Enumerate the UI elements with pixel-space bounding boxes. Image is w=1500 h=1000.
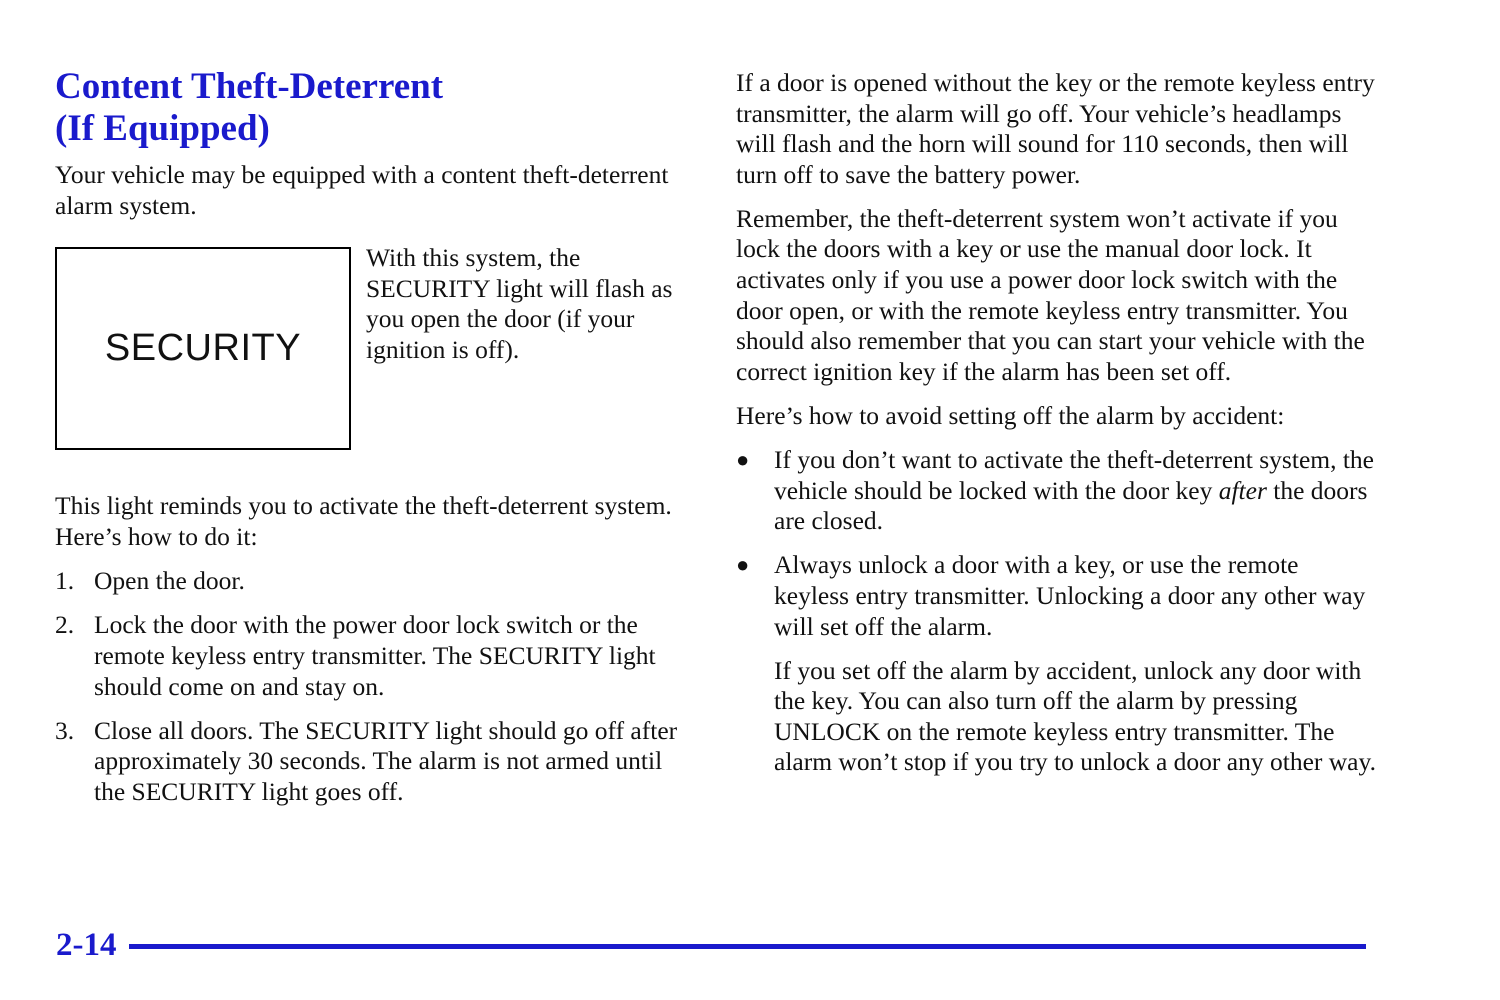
security-figure-row [55, 243, 695, 450]
title-line-2: (If Equipped) [55, 108, 270, 149]
bullet-text-emphasis: after [1218, 475, 1267, 505]
security-light-illustration [55, 247, 351, 450]
list-item [55, 610, 695, 702]
step-text: Lock the door with the power door lock switch or the remote keyless entry transmitter. The SECURITY light should come on and stay on. [94, 610, 656, 701]
section-title [55, 66, 695, 150]
steps-list [55, 566, 695, 807]
alarm-paragraph: If a door is opened without the key or the remote keyless entry transmitter, the alarm will go off. Your vehicle’s headlamps will flash and the horn will sound for 110 seconds, then will turn off to save the battery power. [736, 68, 1375, 189]
bullet-text [774, 445, 1376, 537]
step-text: Close all doors. The SECURITY light should go off after approximately 30 seconds. The alarm is not armed until the SECURITY light goes off. [94, 715, 678, 806]
bullet-icon: ● [736, 552, 750, 578]
security-caption: With this system, the SECURITY light will flash as you open the door (if your ignition is off). [366, 243, 673, 364]
list-item [55, 566, 695, 597]
reminder-paragraph: This light reminds you to activate the theft-deterrent system. Here’s how to do it: [55, 491, 672, 551]
page-number: 2-14 [56, 927, 117, 963]
step-number: 1. [55, 566, 75, 596]
step-number: 3. [55, 715, 75, 745]
step-text: Open the door. [94, 566, 245, 596]
left-column [55, 66, 695, 821]
right-column [736, 68, 1376, 778]
footer-rule [129, 944, 1367, 949]
unlock-instructions-paragraph: If you set off the alarm by accident, unlock any door with the key. You can also turn off the alarm by pressing UNLOCK on the remote keyless entry transmitter. The alarm won’t stop if you try to unlock a door any other way. [774, 655, 1376, 777]
page-footer [56, 925, 1366, 965]
remember-paragraph: Remember, the theft-deterrent system won’t activate if you lock the doors with a key or use the manual door lock. It activates only if you use a power door lock switch with the door open, or with the remote keyless entry transmitter. You should also remember that you can start your vehicle with the correct ignition key if the alarm has been set off. [736, 203, 1365, 386]
bullet-list [736, 445, 1376, 778]
bullet-text: Always unlock a door with a key, or use the remote keyless entry transmitter. Unlocking a door any other way will set off the alarm. [774, 550, 1366, 641]
bullet-icon: ● [736, 447, 750, 473]
list-item [55, 716, 695, 808]
title-line-1: Content Theft-Deterrent [55, 66, 444, 107]
bullet-text-end: the doors are closed. [774, 475, 1368, 536]
avoid-alarm-intro: Here’s how to avoid setting off the alarm by accident: [736, 400, 1285, 430]
intro-paragraph: Your vehicle may be equipped with a content theft-deterrent alarm system. [55, 160, 669, 220]
bullet-text-start: If you don’t want to activate the theft-deterrent system, the vehicle should be locked with the door key [774, 445, 1374, 505]
step-number: 2. [55, 610, 75, 640]
list-item [736, 445, 1376, 537]
security-light-label: SECURITY [104, 327, 302, 370]
list-item [736, 550, 1376, 642]
